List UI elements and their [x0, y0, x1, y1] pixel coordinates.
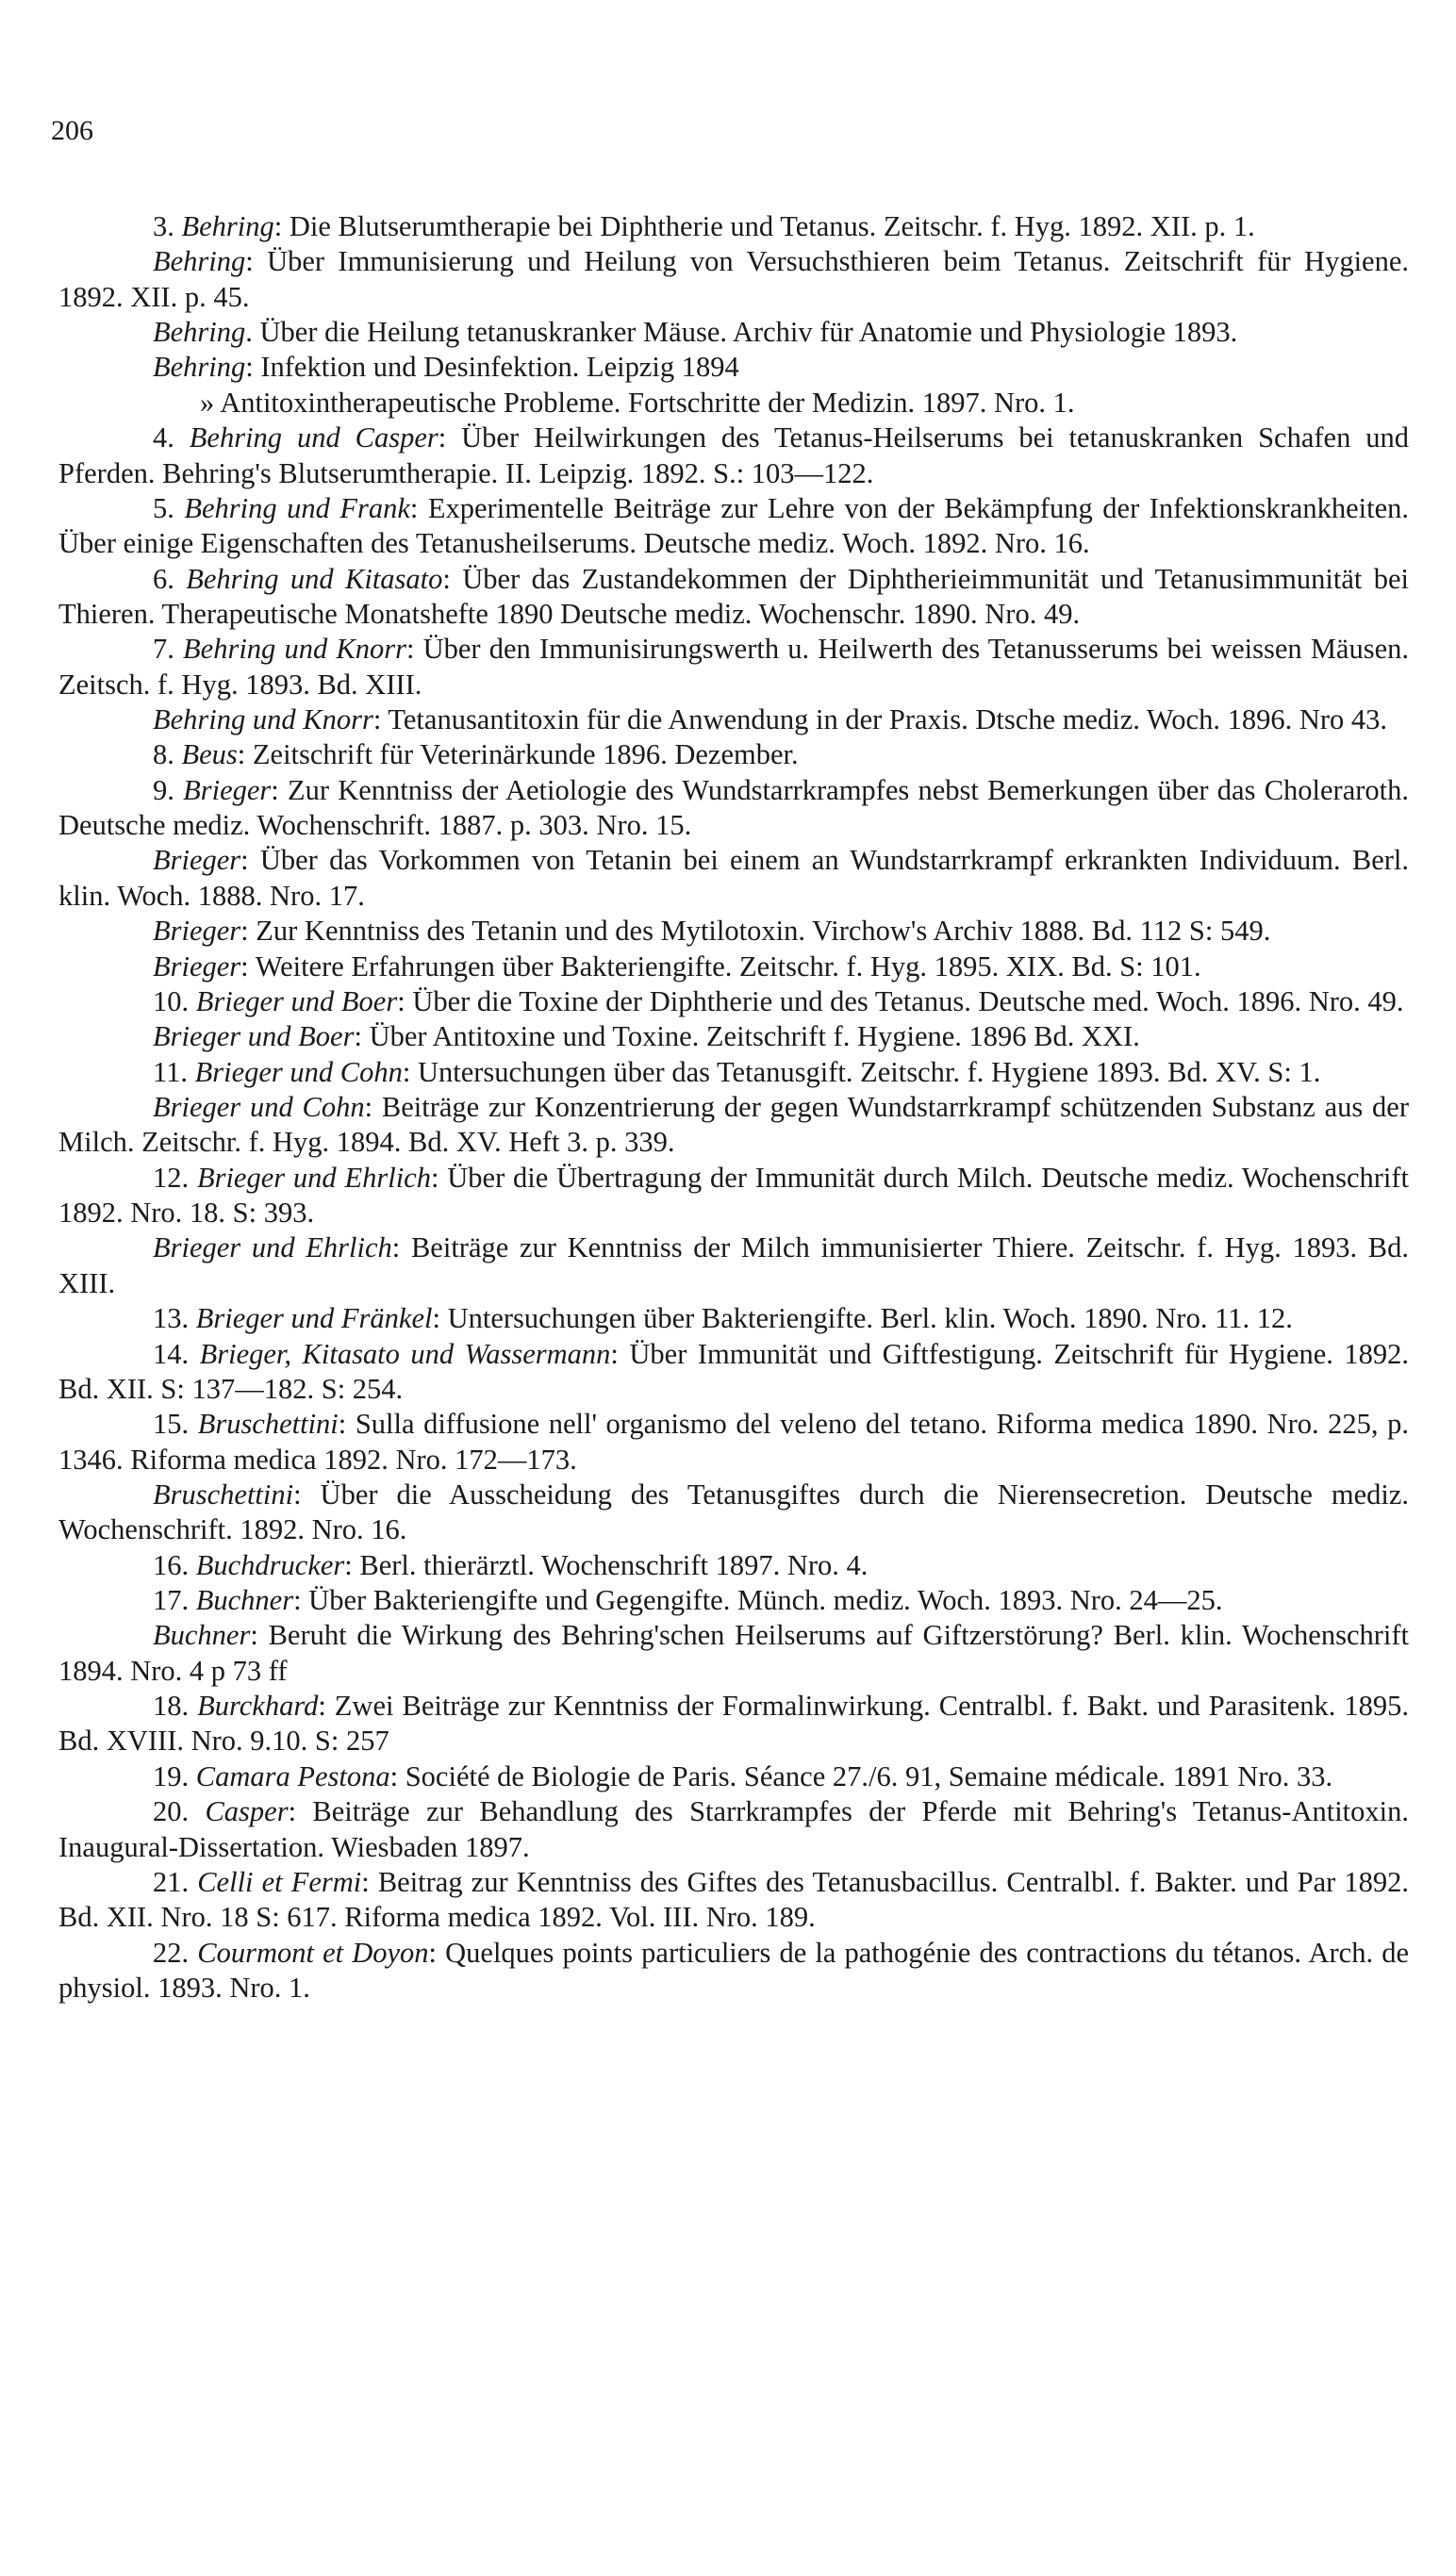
bibliography-entry [58, 1230, 1409, 1301]
entry-number: 20. [153, 1795, 206, 1828]
entry-citation: : Untersuchungen über Bakteriengifte. Berl. klin. Woch. 1890. Nro. 11. 12. [432, 1302, 1293, 1335]
entry-author: Beus [181, 738, 238, 771]
entry-author: Brieger und Cohn [194, 1055, 403, 1088]
entry-citation: : Sulla diffusione nell' organismo del veleno del tetano. Riforma medica 1890. Nro. 225, p. 1346. Riforma medica 1892. Nro. 172—173. [58, 1408, 1409, 1476]
entry-citation: : Über Immunisierung und Heilung von Versuchsthieren beim Tetanus. Zeitschrift für Hygiene. 1892. XII. p. 45. [58, 245, 1409, 313]
bibliography-entry [58, 1407, 1409, 1478]
entry-author: Courmont et Doyon [197, 1936, 429, 1969]
entry-author: Casper [205, 1795, 289, 1828]
bibliography-entry [58, 386, 1409, 421]
entry-citation: : Experimentelle Beiträge zur Lehre von der Bekämpfung der Infektionskrankheiten. Über einige Eigenschaften des Tetanusheilserums. Deutsche mediz. Woch. 1892. Nro. 16. [58, 491, 1409, 560]
entry-citation: : Beruht die Wirkung des Behring'schen Heilserums auf Giftzerstörung? Berl. klin. Wochenschrift 1894. Nro. 4 p 73 ff [58, 1619, 1409, 1687]
bibliography-entry [58, 1301, 1409, 1336]
bibliography-list [58, 209, 1409, 2006]
bibliography-entry [58, 1689, 1409, 1759]
bibliography-entry [58, 1794, 1409, 1865]
entry-number: 10. [153, 984, 196, 1017]
entry-author: Burckhard [197, 1690, 319, 1723]
bibliography-entry [58, 1161, 1409, 1231]
bibliography-entry [58, 244, 1409, 315]
entry-number: 11. [153, 1055, 195, 1088]
bibliography-entry [58, 1548, 1409, 1583]
bibliography-entry [58, 773, 1409, 844]
entry-citation: : Die Blutserumtherapie bei Diphtherie und Tetanus. Zeitschr. f. Hyg. 1892. XII. p. 1. [273, 210, 1255, 242]
bibliography-entry [58, 1337, 1409, 1408]
entry-author: Brieger, Kitasato und Wassermann [199, 1337, 611, 1370]
bibliography-entry [58, 702, 1409, 737]
entry-number: 19. [153, 1759, 196, 1792]
entry-number: 17. [153, 1584, 196, 1617]
bibliography-entry [58, 1759, 1409, 1794]
entry-citation: : Beiträge zur Kenntniss der Milch immunisierter Thiere. Zeitschr. f. Hyg. 1893. Bd. XIII. [58, 1231, 1410, 1299]
entry-author: Celli et Fermi [197, 1865, 362, 1898]
entry-number: 18. [153, 1690, 198, 1723]
entry-number: 9. [153, 773, 184, 806]
bibliography-entry [58, 421, 1409, 491]
entry-author: Behring und Frank [184, 491, 410, 524]
bibliography-entry [58, 350, 1409, 385]
bibliography-entry [58, 1478, 1409, 1548]
entry-author: Buchdrucker [195, 1548, 345, 1581]
entry-author: Brieger und Cohn [153, 1090, 365, 1123]
entry-citation: : Beiträge zur Konzentrierung der gegen Wundstarrkrampf schützenden Substanz aus der Milch. Zeitschr. f. Hyg. 1894. Bd. XV. Heft 3. p. 339. [58, 1090, 1409, 1159]
entry-author: Behring [153, 316, 246, 349]
entry-author: Brieger und Boer [195, 984, 398, 1017]
entry-author: Behring und Casper [189, 421, 438, 454]
entry-number: » [200, 386, 221, 419]
entry-author: Behring und Knorr [153, 703, 373, 736]
entry-citation: : Über Antitoxine und Toxine. Zeitschrift f. Hygiene. 1896 Bd. XXI. [354, 1020, 1140, 1053]
entry-number: 22. [153, 1936, 198, 1969]
bibliography-entry [58, 1055, 1409, 1090]
entry-citation: : Beitrag zur Kenntniss des Giftes des Tetanusbacillus. Centralbl. f. Bakter. und Par 1892. Bd. XII. Nro. 18 S: 617. Riforma medica 1892. Vol. III. Nro. 189. [58, 1865, 1409, 1934]
entry-citation: : Untersuchungen über das Tetanusgift. Zeitschr. f. Hygiene 1893. Bd. XV. S: 1. [402, 1055, 1321, 1088]
bibliography-entry [58, 209, 1409, 244]
bibliography-entry [58, 1583, 1409, 1618]
entry-author: Brieger [153, 949, 241, 983]
entry-number: 12. [153, 1161, 197, 1194]
entry-citation: Antitoxintherapeutische Probleme. Fortschritte der Medizin. 1897. Nro. 1. [220, 386, 1075, 419]
entry-citation: : Über Immunität und Giftfestigung. Zeitschrift für Hygiene. 1892. Bd. XII. S: 137—182. S: 254. [58, 1337, 1410, 1405]
bibliography-entry [58, 1936, 1409, 2006]
entry-number: 4. [153, 421, 190, 454]
entry-author: Buchner [195, 1584, 294, 1617]
entry-author: Behring [181, 210, 274, 242]
entry-number: 5. [153, 491, 185, 524]
entry-author: Camara Pestona [195, 1759, 390, 1792]
entry-citation: : Zeitschrift für Veterinärkunde 1896. Dezember. [237, 738, 799, 771]
entry-citation: . Über die Heilung tetanuskranker Mäuse. Archiv für Anatomie und Physiologie 1893. [245, 316, 1238, 349]
entry-number: 13. [153, 1302, 196, 1335]
bibliography-entry [58, 562, 1409, 633]
bibliography-entry [58, 632, 1409, 702]
entry-author: Brieger und Ehrlich [196, 1161, 431, 1194]
bibliography-entry [58, 984, 1409, 1019]
entry-author: Brieger [183, 773, 272, 806]
entry-number: 21. [153, 1865, 198, 1898]
entry-citation: : Über die Übertragung der Immunität durch Milch. Deutsche mediz. Wochenschrift 1892. Nro. 18. S: 393. [58, 1161, 1409, 1230]
bibliography-entry [58, 315, 1409, 350]
entry-author: Brieger [153, 844, 241, 877]
entry-citation: : Zur Kenntniss des Tetanin und des Mytilotoxin. Virchow's Archiv 1888. Bd. 112 S: 549. [240, 915, 1271, 948]
entry-citation: : Über das Zustandekommen der Diphtherieimmunität und Tetanusimmunität bei Thieren. Therapeutische Monatshefte 1890 Deutsche mediz. Wochenschr. 1890. Nro. 49. [58, 562, 1409, 630]
entry-citation: : Weitere Erfahrungen über Bakteriengifte. Zeitschr. f. Hyg. 1895. XIX. Bd. S: 101. [240, 949, 1201, 983]
entry-number: 16. [153, 1548, 196, 1581]
entry-author: Brieger und Fränkel [195, 1302, 433, 1335]
entry-citation: : Über Bakteriengifte und Gegengifte. Münch. mediz. Woch. 1893. Nro. 24—25. [293, 1584, 1223, 1617]
entry-citation: : Über Heilwirkungen des Tetanus-Heilserums bei tetanuskranken Schafen und Pferden. Behring's Blutserumtherapie. II. Leipzig. 1892. S.: 103—122. [58, 421, 1409, 489]
bibliography-entry [58, 843, 1409, 914]
entry-author: Behring und Kitasato [186, 562, 443, 595]
entry-number: 3. [153, 210, 182, 242]
bibliography-entry [58, 1865, 1409, 1936]
entry-citation: : Zwei Beiträge zur Kenntniss der Formalinwirkung. Centralbl. f. Bakt. und Parasitenk. 1895. Bd. XVIII. Nro. 9.10. S: 257 [58, 1690, 1410, 1758]
entry-author: Bruschettini [153, 1478, 294, 1511]
bibliography-entry [58, 914, 1409, 949]
entry-number: 6. [153, 562, 187, 595]
entry-number: 8. [153, 738, 182, 771]
entry-number: 7. [153, 633, 184, 666]
entry-citation: : Société de Biologie de Paris. Séance 27./6. 91, Semaine médicale. 1891 Nro. 33. [389, 1759, 1333, 1792]
entry-citation: : Infektion und Desinfektion. Leipzig 1894 [245, 351, 739, 384]
entry-author: Brieger und Ehrlich [153, 1231, 392, 1264]
entry-author: Behring und Knorr [183, 633, 406, 666]
bibliography-entry [58, 1090, 1409, 1161]
bibliography-entry [58, 1019, 1409, 1054]
bibliography-entry [58, 737, 1409, 772]
entry-citation: : Berl. thierärztl. Wochenschrift 1897. Nro. 4. [344, 1548, 869, 1581]
entry-author: Brieger [153, 915, 241, 948]
entry-citation: : Über den Immunisirungswerth u. Heilwerth des Tetanusserums bei weissen Mäusen. Zeitsch. f. Hyg. 1893. Bd. XIII. [58, 633, 1410, 701]
entry-citation: : Über die Ausscheidung des Tetanusgiftes durch die Nierensecretion. Deutsche mediz. Wochenschrift. 1892. Nro. 16. [58, 1478, 1409, 1546]
entry-number: 15. [153, 1408, 198, 1441]
entry-number: 14. [153, 1337, 200, 1370]
entry-author: Behring [153, 351, 246, 384]
entry-author: Bruschettini [197, 1408, 339, 1441]
bibliography-entry [58, 491, 1409, 562]
entry-author: Brieger und Boer [153, 1020, 355, 1053]
entry-citation: : Über das Vorkommen von Tetanin bei einem an Wundstarrkrampf erkrankten Individuum. Berl. klin. Woch. 1888. Nro. 17. [58, 844, 1409, 912]
entry-author: Behring [153, 245, 246, 278]
bibliography-entry [58, 949, 1409, 984]
entry-citation: : Beiträge zur Behandlung des Starrkrampfes der Pferde mit Behring's Tetanus-Antitoxin. Inaugural-Dissertation. Wiesbaden 1897. [58, 1795, 1409, 1863]
entry-citation: : Über die Toxine der Diphtherie und des Tetanus. Deutsche med. Woch. 1896. Nro. 49. [397, 984, 1404, 1017]
entry-author: Buchner [153, 1619, 251, 1652]
entry-citation: : Tetanusantitoxin für die Anwendung in der Praxis. Dtsche mediz. Woch. 1896. Nro 43. [372, 703, 1387, 736]
entry-citation: : Zur Kenntniss der Aetiologie des Wundstarrkrampfes nebst Bemerkungen über das Choleraroth. Deutsche mediz. Wochenschrift. 1887. p. 303. Nro. 15. [58, 773, 1409, 842]
bibliography-entry [58, 1618, 1409, 1689]
page-number: 206 [51, 115, 93, 146]
entry-citation: : Quelques points particuliers de la pathogénie des contractions du tétanos. Arch. de physiol. 1893. Nro. 1. [58, 1936, 1410, 2004]
